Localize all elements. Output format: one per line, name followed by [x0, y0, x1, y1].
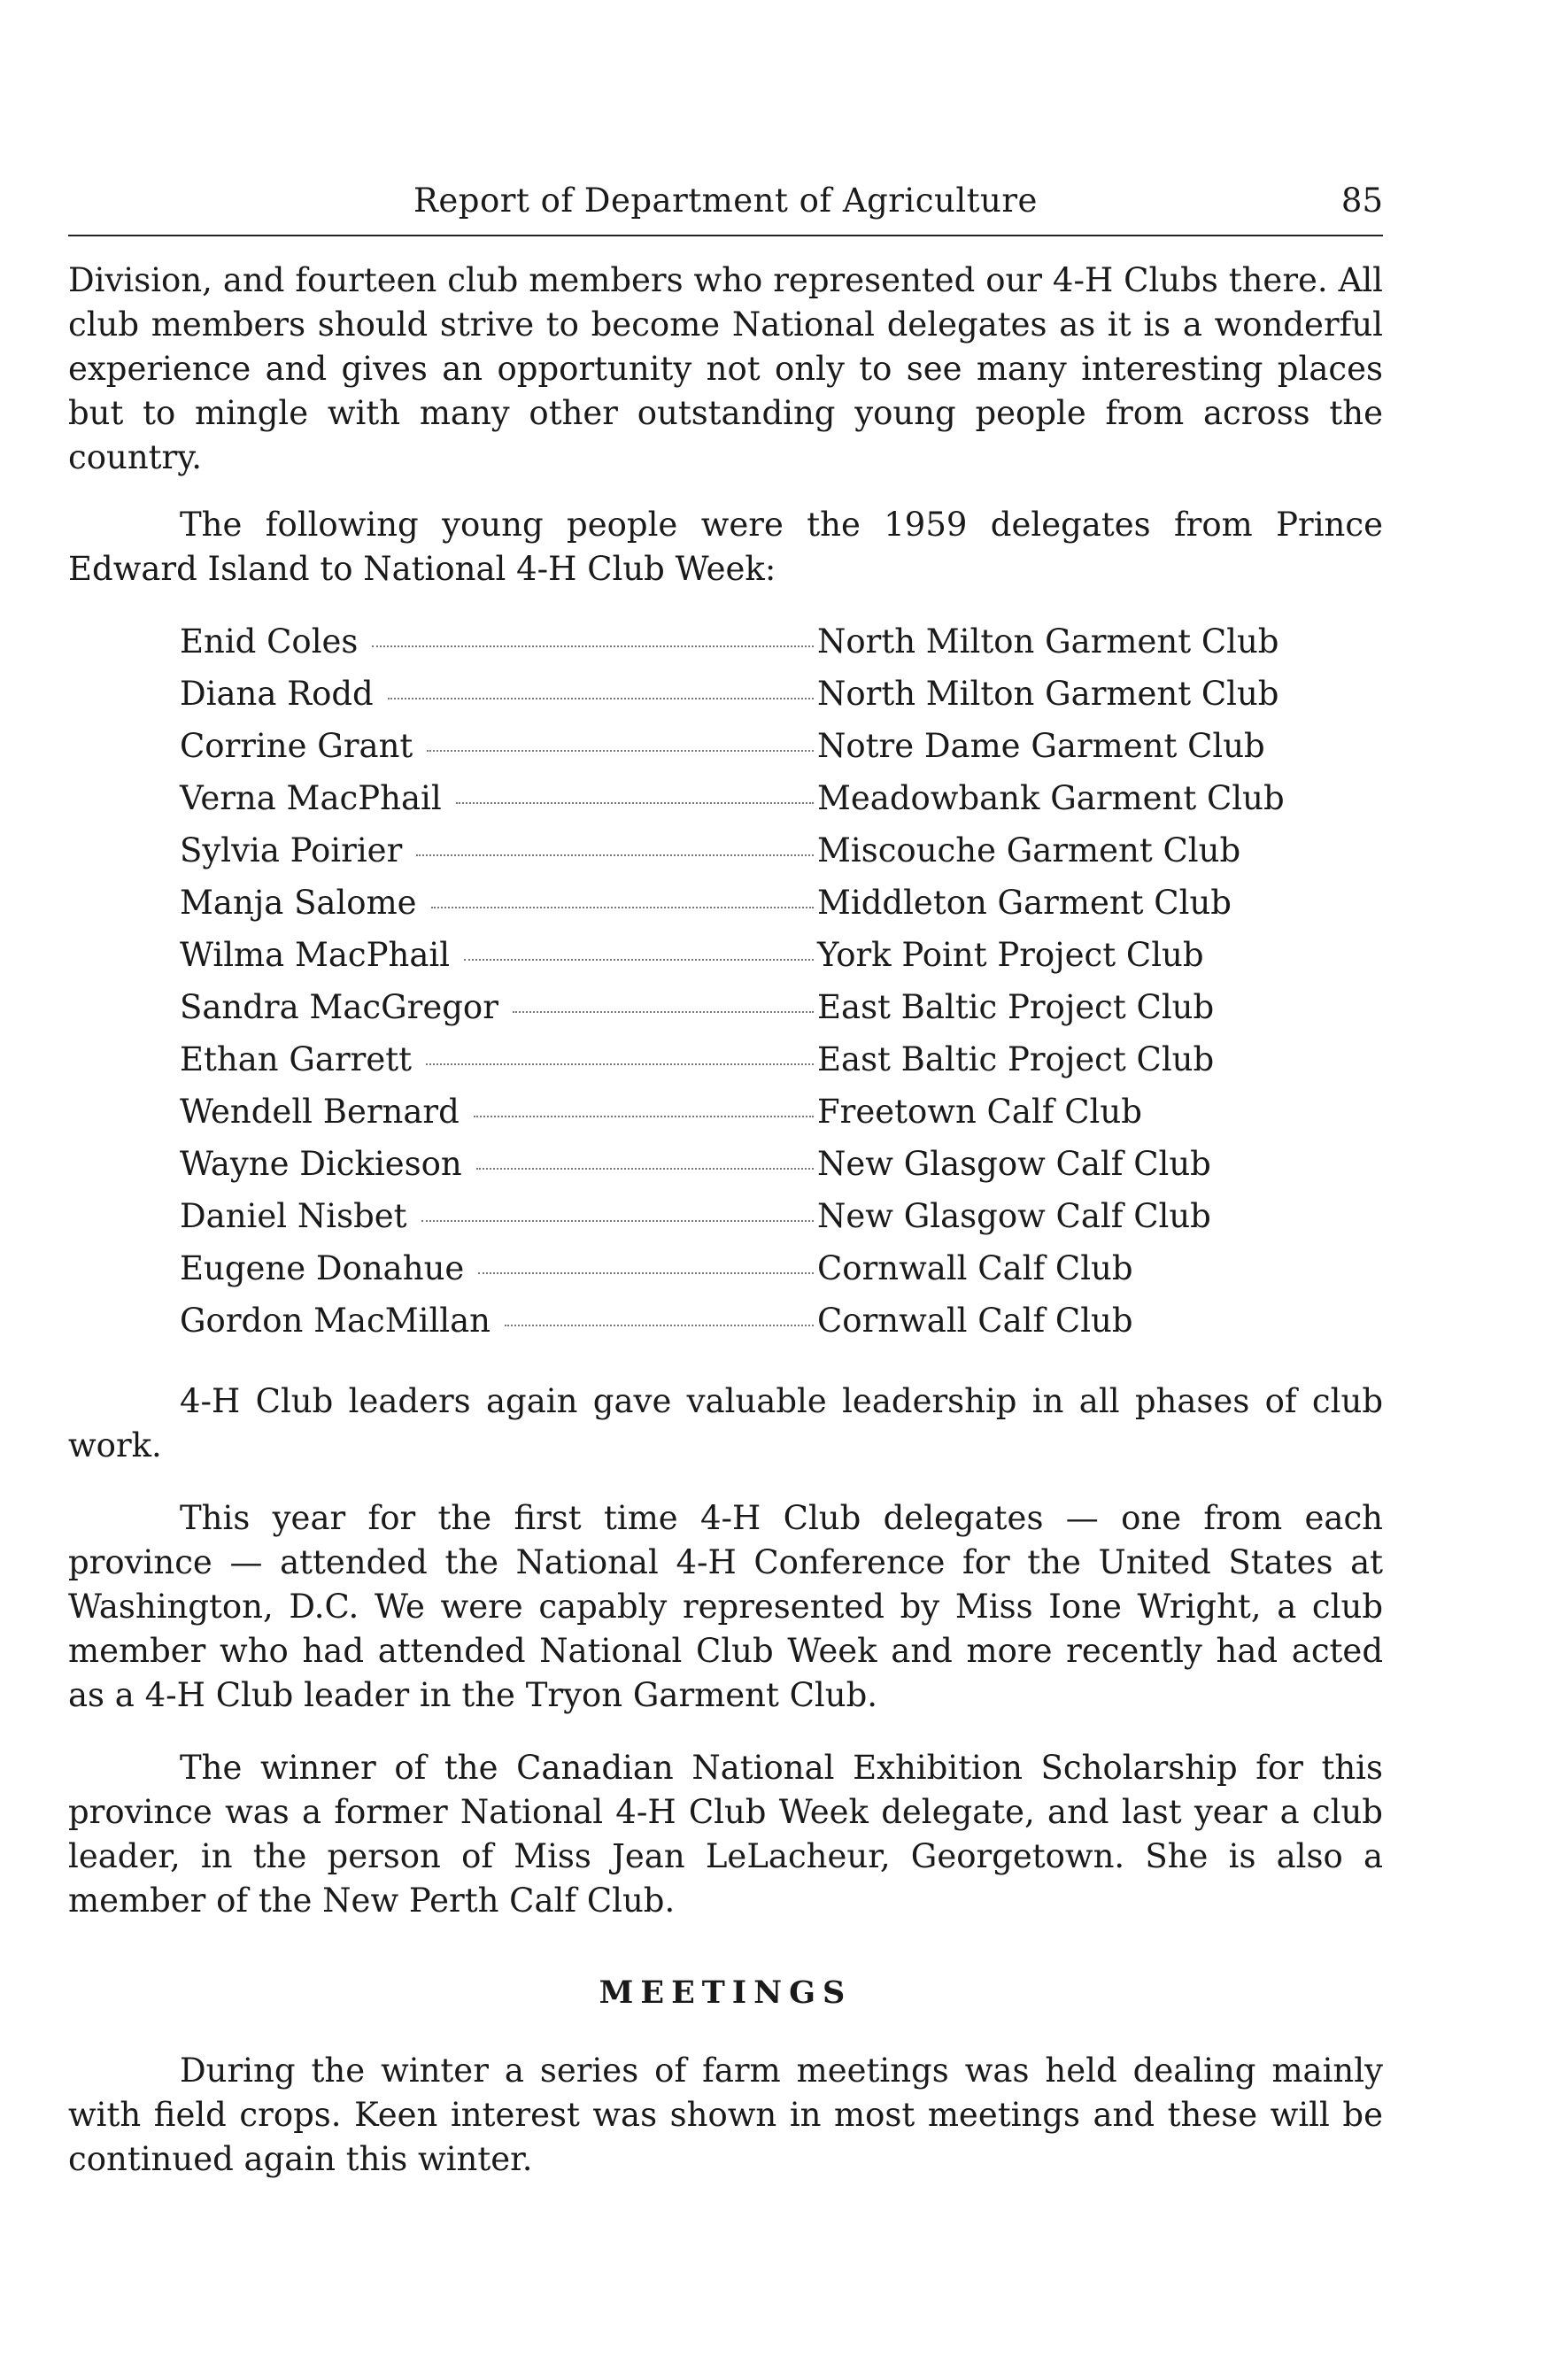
dot-leader: [464, 959, 814, 961]
delegate-name: Eugene Donahue: [180, 1249, 465, 1287]
document-page: [68, 0, 1383, 2380]
delegate-name: Sandra MacGregor: [180, 988, 498, 1026]
dot-leader: [416, 854, 814, 856]
dot-leader: [456, 802, 814, 804]
delegate-club: East Baltic Project Club: [817, 1040, 1215, 1078]
dot-leader: [421, 1220, 814, 1222]
delegate-name: Daniel Nisbet: [180, 1197, 407, 1235]
dot-leader: [474, 1116, 814, 1117]
delegate-row: [180, 1142, 1304, 1194]
paragraph-club-leaders: 4-H Club leaders again gave valuable leadership in all phases of club work.: [68, 1382, 1383, 1464]
delegate-row: [180, 829, 1304, 881]
delegate-row: [180, 777, 1304, 829]
delegate-club: New Glasgow Calf Club: [817, 1197, 1211, 1235]
delegate-name: Wayne Dickieson: [180, 1145, 462, 1183]
delegate-row: [180, 672, 1304, 724]
page-number: 85: [1340, 182, 1383, 220]
running-title: Report of Department of Agriculture: [413, 182, 1038, 220]
delegate-club: Notre Dame Garment Club: [817, 727, 1265, 765]
delegate-name: Manja Salome: [180, 884, 417, 922]
delegate-name: Gordon MacMillan: [180, 1302, 491, 1340]
delegate-name: Diana Rodd: [180, 675, 374, 713]
delegate-name: Sylvia Poirier: [180, 831, 403, 869]
dot-leader: [426, 1063, 814, 1065]
dot-leader: [427, 750, 814, 752]
body-text: [68, 259, 1383, 2182]
delegate-club: North Milton Garment Club: [817, 622, 1279, 661]
paragraph-cne-scholarship: The winner of the Canadian National Exhibition Scholarship for this province was a former National 4-H Club Week delegate, and last year a club leader, in the person of Miss Jean LeLacheur, Georgetown. She is also a member of the New Perth Calf Club.: [68, 1749, 1383, 1920]
delegate-club: Middleton Garment Club: [817, 884, 1232, 922]
delegate-row: [180, 933, 1304, 985]
delegate-club: New Glasgow Calf Club: [817, 1145, 1211, 1183]
dot-leader: [431, 907, 814, 908]
dot-leader: [476, 1168, 814, 1170]
delegate-row: [180, 724, 1304, 777]
delegate-name: Corrine Grant: [180, 727, 413, 765]
delegate-club: Cornwall Calf Club: [817, 1249, 1133, 1287]
dot-leader: [513, 1011, 814, 1013]
delegate-club: East Baltic Project Club: [817, 988, 1215, 1026]
delegate-list: [180, 620, 1304, 1351]
delegate-club: Meadowbank Garment Club: [817, 779, 1285, 817]
delegate-row: [180, 1038, 1304, 1090]
delegate-row: [180, 881, 1304, 933]
dot-leader: [505, 1325, 814, 1326]
dot-leader: [478, 1272, 814, 1274]
delegate-row: [180, 620, 1304, 672]
delegate-club: North Milton Garment Club: [817, 675, 1279, 713]
paragraph-delegates-intro: The following young people were the 1959 delegates from Prince Edward Island to National 4-H Club Week:: [68, 506, 1383, 588]
delegate-row: [180, 1247, 1304, 1299]
paragraph-washington-conference: This year for the first time 4-H Club delegates — one from each province — attended the National 4-H Conference for the United States at Washington, D.C. We were capably represented by Miss Ione Wright, a club member who had attended National Club Week and more recently had acted as a 4-H Club leader in the Tryon Garment Club.: [68, 1499, 1383, 1714]
dot-leader: [388, 698, 814, 699]
delegate-club: Freetown Calf Club: [817, 1093, 1142, 1131]
section-heading-meetings: MEETINGS: [599, 1974, 853, 2011]
running-header: [68, 182, 1383, 236]
delegate-row: [180, 1194, 1304, 1247]
delegate-row: [180, 1299, 1304, 1351]
delegate-name: Ethan Garrett: [180, 1040, 412, 1078]
delegate-row: [180, 1090, 1304, 1142]
delegate-club: York Point Project Club: [817, 936, 1204, 974]
paragraph-national-delegates: Division, and fourteen club members who represented our 4-H Clubs there. All club members should strive to become National delegates as it is a wonderful experience and gives an opportunity not only to see many interesting places but to mingle with many other outstanding young people from across the country.: [68, 261, 1383, 476]
delegate-club: Cornwall Calf Club: [817, 1302, 1133, 1340]
delegate-row: [180, 985, 1304, 1038]
paragraph-meetings: During the winter a series of farm meetings was held dealing mainly with field crops. Keen interest was shown in most meetings and these will be continued again this winter.: [68, 2052, 1383, 2178]
delegate-name: Wendell Bernard: [180, 1093, 460, 1131]
dot-leader: [372, 645, 814, 647]
delegate-name: Enid Coles: [180, 622, 359, 661]
delegate-club: Miscouche Garment Club: [817, 831, 1241, 869]
delegate-name: Verna MacPhail: [180, 779, 442, 817]
delegate-name: Wilma MacPhail: [180, 936, 451, 974]
